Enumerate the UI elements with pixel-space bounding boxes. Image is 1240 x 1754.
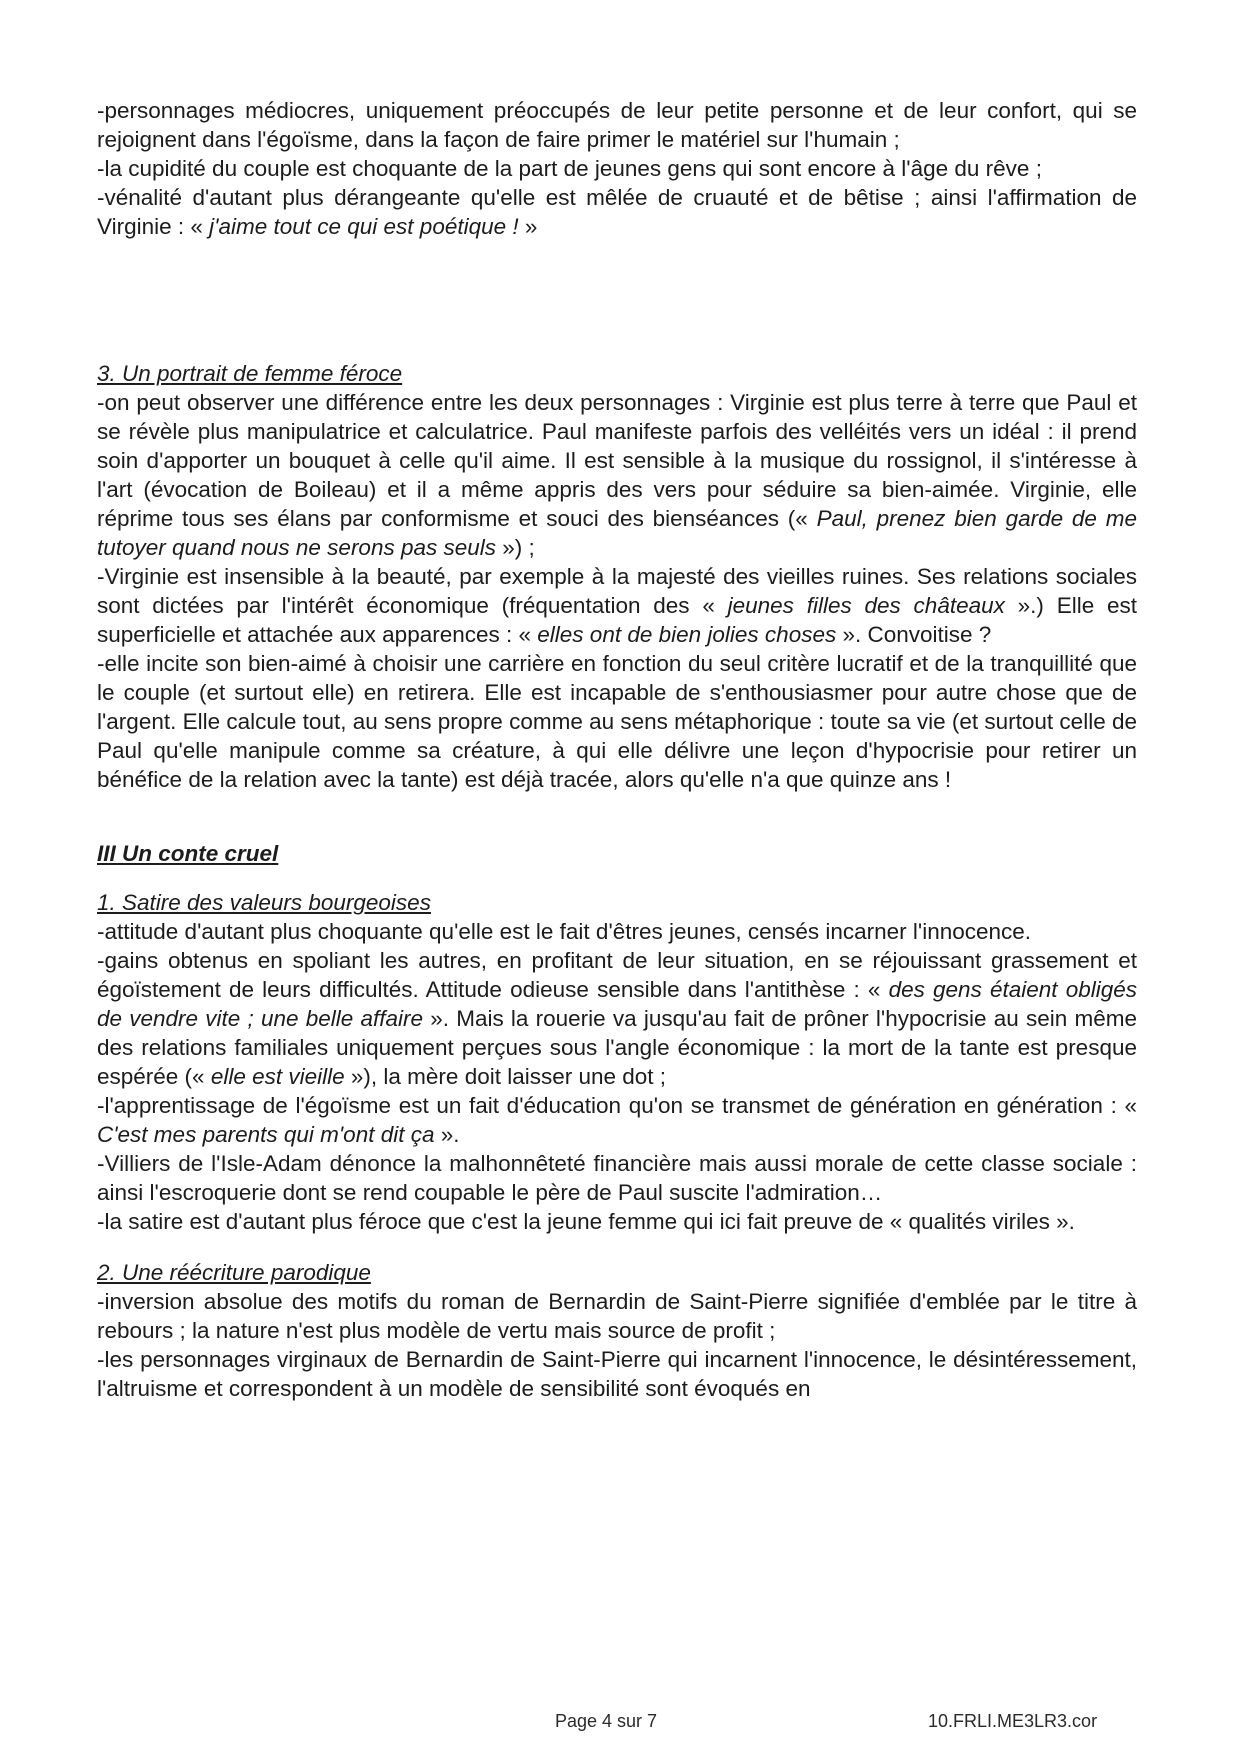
- intro-p3-quote: j'aime tout ce qui est poétique !: [209, 214, 519, 239]
- intro-paragraph-1: -personnages médiocres, uniquement préoccupés de leur petite personne et de leur confort, qui se rejoignent dans l'égoïsme, dans la façon de faire primer le matériel sur l'humain ;: [97, 98, 1137, 152]
- section-3-p1-quote: Paul, prenez bien garde de me tutoyer quand nous ne serons pas seuls: [97, 506, 1137, 560]
- subsection-1-p2-text-2: ». Mais la rouerie va jusqu'au fait de prôner l'hypocrisie au sein même des relations familiales uniquement perçues sous l'angle économique : la mort de la tante est presque espérée («: [97, 1006, 1137, 1089]
- section-3-p2-end: ». Convoitise ?: [836, 622, 992, 647]
- section-3-p2-text: -Virginie est insensible à la beauté, par exemple à la majesté des vieilles ruines. Ses relations sociales sont dictées par l'intérêt économique (fréquentation des «: [97, 564, 1137, 618]
- document-reference: 10.FRLI.ME3LR3.cor: [928, 1711, 1098, 1731]
- section-3-p2-text-2: ».) Elle est superficielle et attachée aux apparences : «: [97, 593, 1137, 647]
- section-3-p1-end: ») ;: [496, 535, 535, 560]
- section-3-paragraph-1: [97, 388, 1137, 562]
- intro-paragraph-2: -la cupidité du couple est choquante de la part de jeunes gens qui sont encore à l'âge du rêve ;: [97, 156, 1042, 181]
- subsection-1-p3-quote: C'est mes parents qui m'ont dit ça: [97, 1122, 435, 1147]
- page-number: Page 4 sur 7: [555, 1711, 658, 1731]
- subsection-2-paragraph-1: -inversion absolue des motifs du roman de Bernardin de Saint-Pierre signifiée d'emblée par le titre à rebours ; la nature n'est plus modèle de vertu mais source de profit ;: [97, 1289, 1137, 1343]
- subsection-2-paragraph-2: -les personnages virginaux de Bernardin de Saint-Pierre qui incarnent l'innocence, le désintéressement, l'altruisme et correspondent à un modèle de sensibilité sont évoqués en: [97, 1347, 1137, 1401]
- intro-p3-text: -vénalité d'autant plus dérangeante qu'elle est mêlée de cruauté et de bêtise ; ainsi l'affirmation de Virginie : «: [97, 185, 1137, 239]
- section-3-p1-text: -on peut observer une différence entre les deux personnages : Virginie est plus terre à terre que Paul et se révèle plus manipulatrice et calculatrice. Paul manifeste parfois des velléités vers un idéal : il prend soin d'apporter un bouquet à celle qu'il aime. Il est sensible à la musique du rossignol, il s'intéresse à l'art (évocation de Boileau) et il a même appris des vers pour séduire sa bien-aimée. Virginie, elle réprime tous ses élans par conformisme et souci des bienséances («: [97, 390, 1137, 531]
- subsection-1-p3-text: -l'apprentissage de l'égoïsme est un fait d'éducation qu'on se transmet de génération en génération : «: [97, 1093, 1137, 1118]
- section-3-paragraph-2: [97, 562, 1137, 649]
- section-3-p2-quote-2: elles ont de bien jolies choses: [537, 622, 837, 647]
- subsection-1-p2-quote-1: des gens étaient obligés de vendre vite ; une belle affaire: [97, 977, 1137, 1031]
- subsection-1-paragraph-4: -Villiers de l'Isle-Adam dénonce la malhonnêteté financière mais aussi morale de cette classe sociale : ainsi l'escroquerie dont se rend coupable le père de Paul suscite l'admiration…: [97, 1151, 1137, 1205]
- subsection-1-paragraph-2: [97, 946, 1137, 1091]
- subsection-1-paragraph-5: -la satire est d'autant plus féroce que c'est la jeune femme qui ici fait preuve de « qualités viriles ».: [97, 1209, 1075, 1234]
- subsection-1-p2-text: -gains obtenus en spoliant les autres, en profitant de leur situation, en se réjouissant grassement et égoïstement de leurs difficultés. Attitude odieuse sensible dans l'antithèse : «: [97, 948, 1137, 1002]
- section-3-paragraph-3: -elle incite son bien-aimé à choisir une carrière en fonction du seul critère lucratif et de la tranquillité que le couple (et surtout elle) en retirera. Elle est incapable de s'enthousiasmer pour autre chose que de l'argent. Elle calcule tout, au sens propre comme au sens métaphorique : toute sa vie (et surtout celle de Paul qu'elle manipule comme sa créature, à qui elle délivre une leçon d'hypocrisie pour retirer un bénéfice de la relation avec la tante) est déjà tracée, alors qu'elle n'a que quinze ans !: [97, 651, 1137, 792]
- section-3-p2-quote-1: jeunes filles des châteaux: [727, 593, 1005, 618]
- subsection-1-p2-quote-2: elle est vieille: [210, 1064, 345, 1089]
- subsection-2-title: 2. Une réécriture parodique: [97, 1260, 371, 1285]
- subsection-1-p2-end: »), la mère doit laisser une dot ;: [344, 1064, 667, 1089]
- document-body: [97, 96, 1137, 1403]
- subsection-1-paragraph-1: -attitude d'autant plus choquante qu'elle est le fait d'êtres jeunes, censés incarner l'innocence.: [97, 919, 1032, 944]
- part-3-heading: III Un conte cruel: [97, 841, 279, 866]
- subsection-1-paragraph-3: [97, 1091, 1137, 1149]
- section-3-title: 3. Un portrait de femme féroce: [97, 361, 403, 386]
- subsection-1-title: 1. Satire des valeurs bourgeoises: [97, 890, 431, 915]
- subsection-1-p3-end: ».: [434, 1122, 460, 1147]
- intro-paragraph-3: [97, 183, 1137, 241]
- intro-p3-end: »: [518, 214, 538, 239]
